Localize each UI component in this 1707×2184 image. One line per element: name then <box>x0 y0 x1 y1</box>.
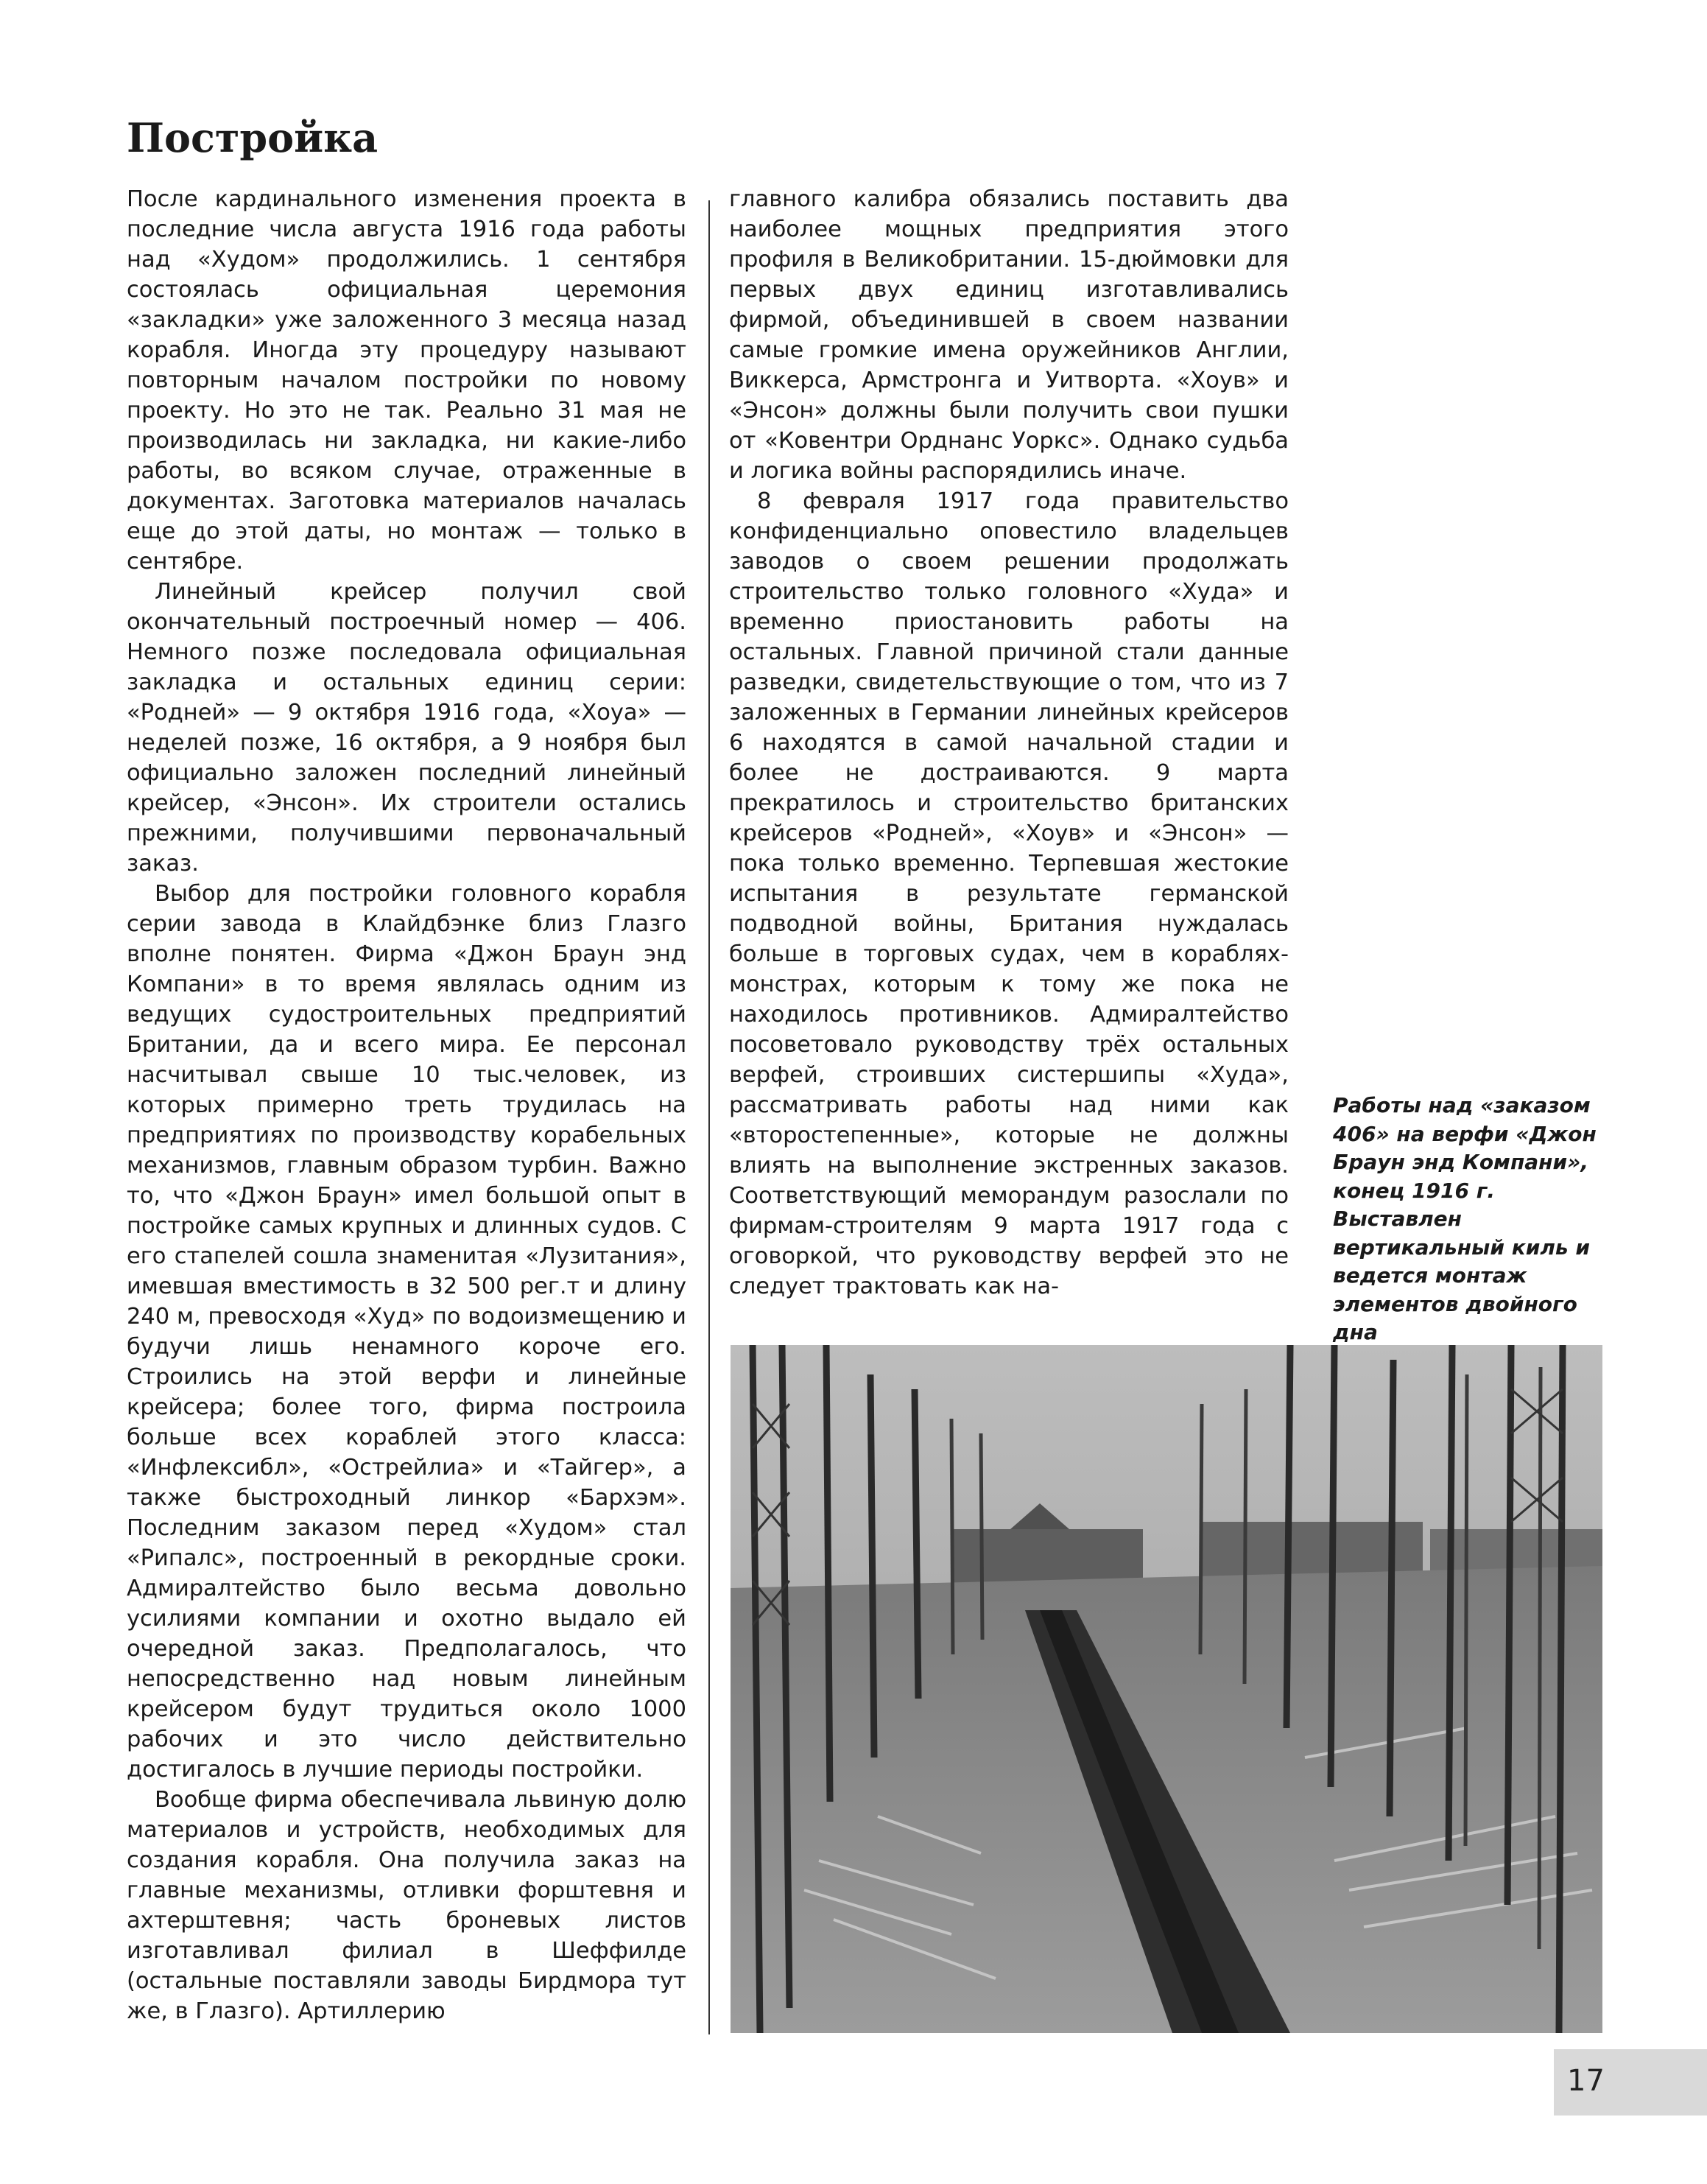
shipyard-photo <box>731 1345 1602 2033</box>
paragraph: После кардинального изменения проекта в последние числа августа 1916 года работы над «Худом» продолжились. 1 сентября состоялась официальная церемония «закладки» уже заложенного 3 месяца назад корабля. Иногда эту процедуру называют повторным началом постройки по новому проекту. Но это не так. Реально 31 мая не производилась ни закладка, ни какие-либо работы, во всяком случае, отраженные в документах. Заготовка материалов началась еще до этой даты, но монтаж — только в сентябре. <box>127 186 686 575</box>
photo-caption: Работы над «заказом 406» на верфи «Джон Браун энд Компани», конец 1916 г. Выставлен вертикальный киль и ведется монтаж элементов двойного дна <box>1333 1093 1597 1344</box>
page-number: 17 <box>1567 2064 1605 2098</box>
paragraph: 8 февраля 1917 года правительство конфиденциально оповестило владельцев заводов о своем решении продолжать строительство только головного «Худа» и временно приостановить работы на остальных. Главной причиной стали данные разведки, свидетельствующие о том, что из 7 заложенных в Германии линейных крейсеров 6 находятся в самой начальной стадии и более не достраиваются. 9 марта прекратилось и строительство британских крейсеров «Родней», «Хоув» и «Энсон» — пока только временно. Терпевшая жестокие испытания в результате германской подводной войны, Британия нуждалась больше в торговых судах, чем в кораблях-монстрах, которым к тому же пока не находилось противников. Адмиралтейство посоветовало руководству трёх остальных верфей, строивших систершипы «Худа», рассматривать работы над ними как «второстепенные», которые не должны влиять на выполнение экстренных заказов. Соответствующий меморандум разослали по фирмам-строителям 9 марта 1917 года с оговоркой, что руководству верфей это не следует трактовать как на- <box>729 488 1289 1299</box>
paragraph: Вообще фирма обеспечивала львиную долю материалов и устройств, необходимых для создания корабля. Она получила заказ на главные механизмы, отливки форштевня и ахтерштевня; часть броневых листов изготавливал филиал в Шеффилде (остальные поставляли заводы Бирдмора тут же, в Глазго). Артиллерию <box>127 1787 686 2024</box>
text-column-right <box>729 184 1289 1302</box>
paragraph: Выбор для постройки головного корабля серии завода в Клайдбэнке близ Глазго вполне понятен. Фирма «Джон Браун энд Компани» в то время являлась одним из ведущих судостроительных предприятий Британии, да и всего мира. Ее персонал насчитывал свыше 10 тыс.человек, из которых примерно треть трудилась на предприятиях по производству корабельных механизмов, главным образом турбин. Важно то, что «Джон Браун» имел большой опыт в постройке самых крупных и длинных судов. С его стапелей сошла знаменитая «Лузитания», имевшая вместимость в 32 500 рег.т и длину 240 м, превосходя «Худ» по водоизмещению и будучи лишь ненамного короче его. Строились на этой верфи и линейные крейсера; более того, фирма построила больше всех кораблей этого класса: «Инфлексибл», «Острейлиа» и «Тайгер», а также быстроходный линкор «Бархэм». Последним заказом перед «Худом» стал «Рипалс», построенный в рекордные сроки. Адмиралтейство было весьма довольно усилиями компании и охотно выдало ей очередной заказ. Предполагалось, что непосредственно над новым линейным крейсером будут трудиться около 1000 рабочих и это число действительно достигалось в лучшие периоды постройки. <box>127 881 686 1783</box>
paragraph: Линейный крейсер получил свой окончательный построечный номер — 406. Немного позже последовала официальная закладка и остальных единиц серии: «Родней» — 9 октября 1916 года, «Хоуа» — неделей позже, 16 октября, а 9 ноября был официально заложен последний линейный крейсер, «Энсон». Их строители остались прежними, получившими первоначальный заказ. <box>127 579 686 877</box>
paragraph: главного калибра обязались поставить два наиболее мощных предприятия этого профиля в Великобритании. 15-дюймовки для первых двух единиц изготавливались фирмой, объединившей в своем названии самые громкие имена оружейников Англии, Виккерса, Армстронга и Уитворта. «Хоув» и «Энсон» должны были получить свои пушки от «Ковентри Орднанс Уоркс». Однако судьба и логика войны распорядились иначе. <box>729 186 1289 484</box>
page-title: Постройка <box>127 114 379 161</box>
column-divider <box>708 200 710 2034</box>
shipyard-photo-illustration <box>731 1345 1602 2033</box>
text-column-left <box>127 184 686 2026</box>
